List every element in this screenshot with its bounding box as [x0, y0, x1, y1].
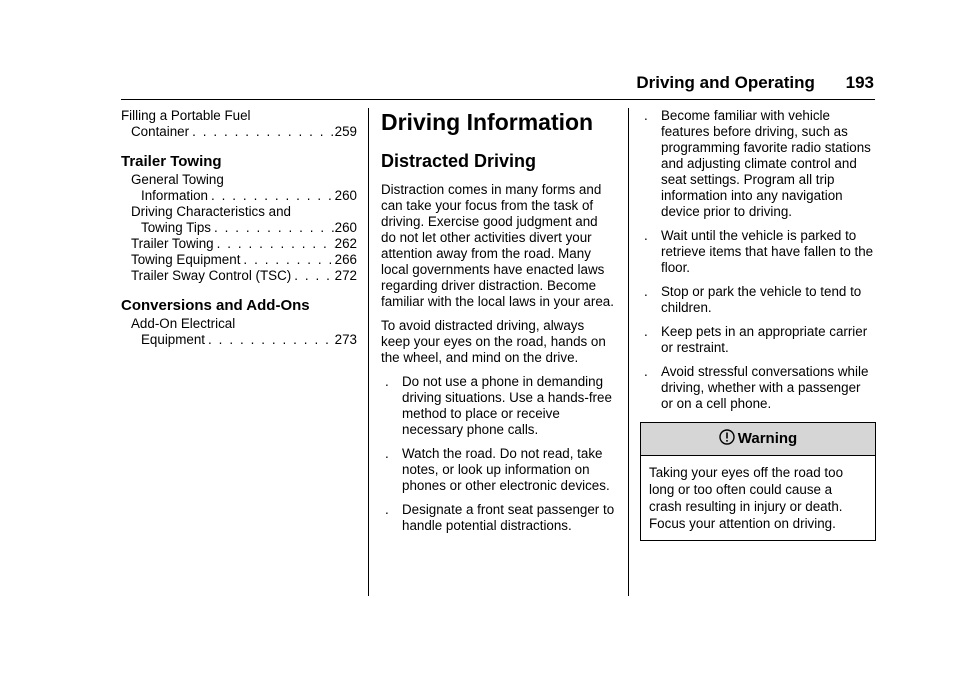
- list-item: . Watch the road. Do not read, take notes, or look up information on phones or other electronic devices.: [385, 446, 610, 493]
- toc-item-trailer-towing[interactable]: Trailer Towing . . . 262: [121, 236, 357, 252]
- bullet-glyph: .: [385, 374, 389, 389]
- toc-item-general-towing[interactable]: General Towing Information . . . 260: [121, 172, 357, 204]
- column-divider-1: [368, 108, 369, 596]
- bullet-list: [381, 374, 615, 534]
- list-item: . Keep pets in an appropriate carrier or restraint.: [644, 324, 868, 355]
- toc-column: [121, 108, 357, 348]
- intro-paragraph: Distraction comes in many forms and can take your focus from the task of driving. Exercise good judgment and do not let other activities divert your attention away from the road. Many local governments have enacted laws regarding driver distraction. Become familiar with the local laws in your area.: [381, 182, 614, 309]
- warning-icon: [719, 429, 735, 445]
- sub-heading: Distracted Driving: [381, 151, 537, 171]
- warning-header: [641, 423, 875, 456]
- toc-section-title: Trailer Towing: [121, 153, 222, 170]
- page-header: [636, 73, 874, 93]
- bullet-glyph: .: [385, 446, 389, 461]
- warning-text: Taking your eyes off the road too long or too often could cause a crash resulting in injury or death. Focus your attention on driving.: [649, 465, 844, 531]
- header-rule: [121, 99, 875, 100]
- content-column-2: [381, 108, 615, 542]
- toc-item-line1: Filling a Portable Fuel: [121, 108, 251, 123]
- column-divider-2: [628, 108, 629, 596]
- bullet-glyph: .: [644, 108, 648, 123]
- list-item: . Become familiar with vehicle features before driving, such as programming favorite radio stations and adjusting climate control and seat settings. Program all trip information into any navigation device prior to driving.: [644, 108, 871, 219]
- list-item: . Avoid stressful conversations while driving, whether with a passenger or on a cell phone.: [644, 364, 869, 411]
- toc-item-line2: Container . . . 259: [121, 124, 357, 140]
- bullet-glyph: .: [644, 324, 648, 339]
- bullet-list: [640, 108, 876, 412]
- warning-title: Warning: [737, 430, 798, 447]
- list-item: . Do not use a phone in demanding driving situations. Use a hands-free method to place or receive necessary phone calls.: [385, 374, 612, 437]
- toc-item-trailer-sway-control[interactable]: Trailer Sway Control (TSC) . . . 272: [121, 268, 357, 284]
- toc-section-title: Conversions and Add-Ons: [121, 297, 310, 314]
- bullet-glyph: .: [644, 284, 648, 299]
- bullet-glyph: .: [644, 228, 648, 243]
- toc-item-towing-equipment[interactable]: Towing Equipment . . . 266: [121, 252, 357, 268]
- bullet-glyph: .: [644, 364, 648, 379]
- avoid-paragraph: To avoid distracted driving, always keep your eyes on the road, hands on the wheel, and mind on the drive.: [381, 318, 606, 365]
- bullet-glyph: .: [385, 502, 389, 517]
- main-heading: Driving Information: [381, 109, 594, 135]
- toc-item-driving-characteristics[interactable]: Driving Characteristics and Towing Tips . . . 260: [121, 204, 357, 236]
- toc-item-add-on-electrical[interactable]: Add-On Electrical Equipment . . . 273: [121, 316, 357, 348]
- section-title: Driving and Operating: [636, 73, 815, 92]
- list-item: . Stop or park the vehicle to tend to children.: [644, 284, 862, 315]
- list-item: . Designate a front seat passenger to handle potential distractions.: [385, 502, 615, 533]
- toc-page-number: 259: [334, 124, 357, 139]
- toc-item-portable-fuel[interactable]: [121, 108, 357, 140]
- list-item: . Wait until the vehicle is parked to retrieve items that have fallen to the floor.: [644, 228, 874, 275]
- page-number: 193: [845, 73, 874, 92]
- content-column-3: [640, 108, 876, 541]
- warning-box: [640, 422, 876, 541]
